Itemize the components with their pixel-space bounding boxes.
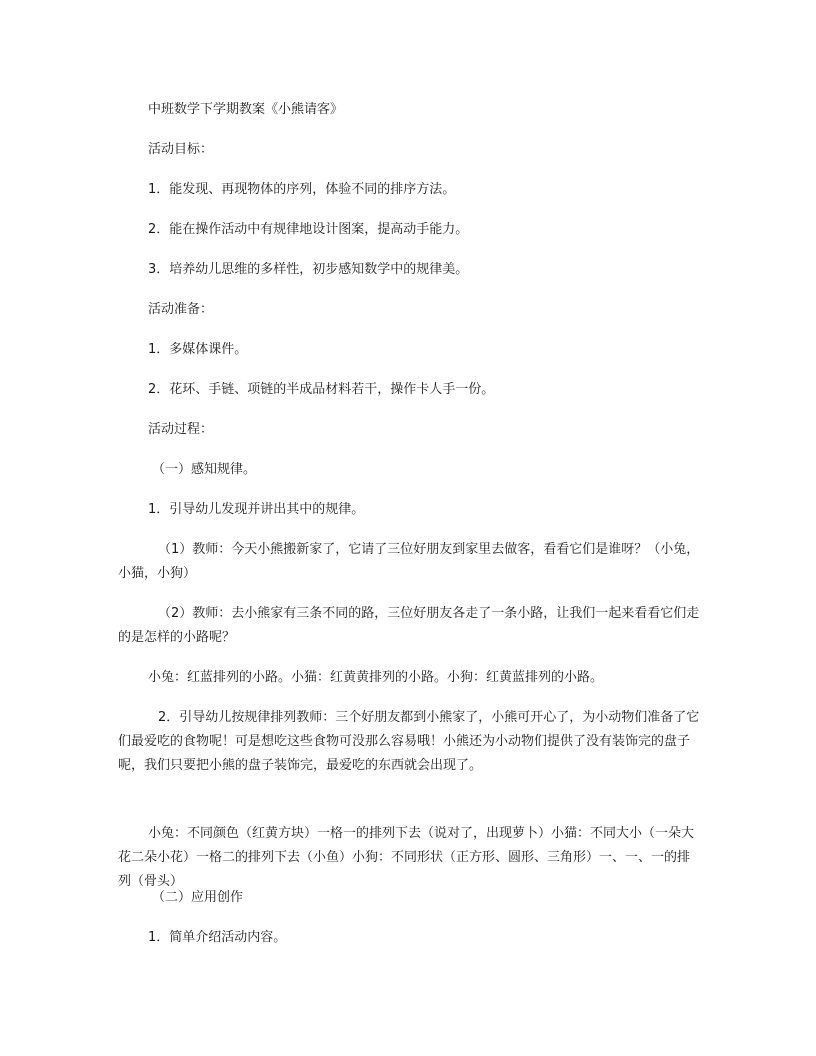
process-substep-2: （2）教师：去小熊家有三条不同的路，三位好朋友各走了一条小路，让我们一起来看看它们走的是怎样的小路呢？ [118,606,700,645]
goal-item-3: 3．培养幼儿思维的多样性，初步感知数学中的规律美。 [148,262,469,277]
path-description: 小兔：红蓝排列的小路。小猫：红黄黄排列的小路。小狗：红黄蓝排列的小路。 [148,670,604,685]
process-step-2: 2．引导幼儿按规律排列教师：三个好朋友都到小熊家了，小熊可开心了，为小动物们准备了它们最爱吃的食物呢！可是想吃这些食物可没那么容易哦！小熊还为小动物们提供了没有装饰完的盘子呢，我们只要把小熊的盘子装饰完，最爱吃的东西就会出现了。 [118,710,700,773]
preparation-item-2: 2．花环、手链、项链的半成品材料若干，操作卡人手一份。 [148,382,495,397]
section-heading-preparation: 活动准备： [148,302,214,317]
process-substep-1: （1）教师：今天小熊搬新家了，它请了三位好朋友到家里去做客，看看它们是谁呀？（小兔，小猫，小狗） [118,542,700,581]
process-step-1: 1．引导幼儿发现并讲出其中的规律。 [148,502,365,517]
section-heading-process: 活动过程： [148,422,214,437]
application-step-1: 1．简单介绍活动内容。 [148,930,287,945]
preparation-item-1: 1．多媒体课件。 [148,342,248,357]
document-title: 中班数学下学期教案《小熊请客》 [148,102,344,117]
pattern-description: 小兔：不同颜色（红黄方块）一格一的排列下去（说对了，出现萝卜）小猫：不同大小（一朵大花二朵小花）一格二的排列下去（小鱼）小狗：不同形状（正方形、圆形、三角形）一、一、一的排列（骨头） [118,826,695,889]
section-heading-goals: 活动目标： [148,142,214,157]
goal-item-2: 2．能在操作活动中有规律地设计图案，提高动手能力。 [148,222,469,237]
process-part-1-heading: （一）感知规律。 [152,462,257,477]
goal-item-1: 1．能发现、再现物体的序列，体验不同的排序方法。 [148,182,456,197]
process-part-2-heading: （二）应用创作 [152,890,244,905]
